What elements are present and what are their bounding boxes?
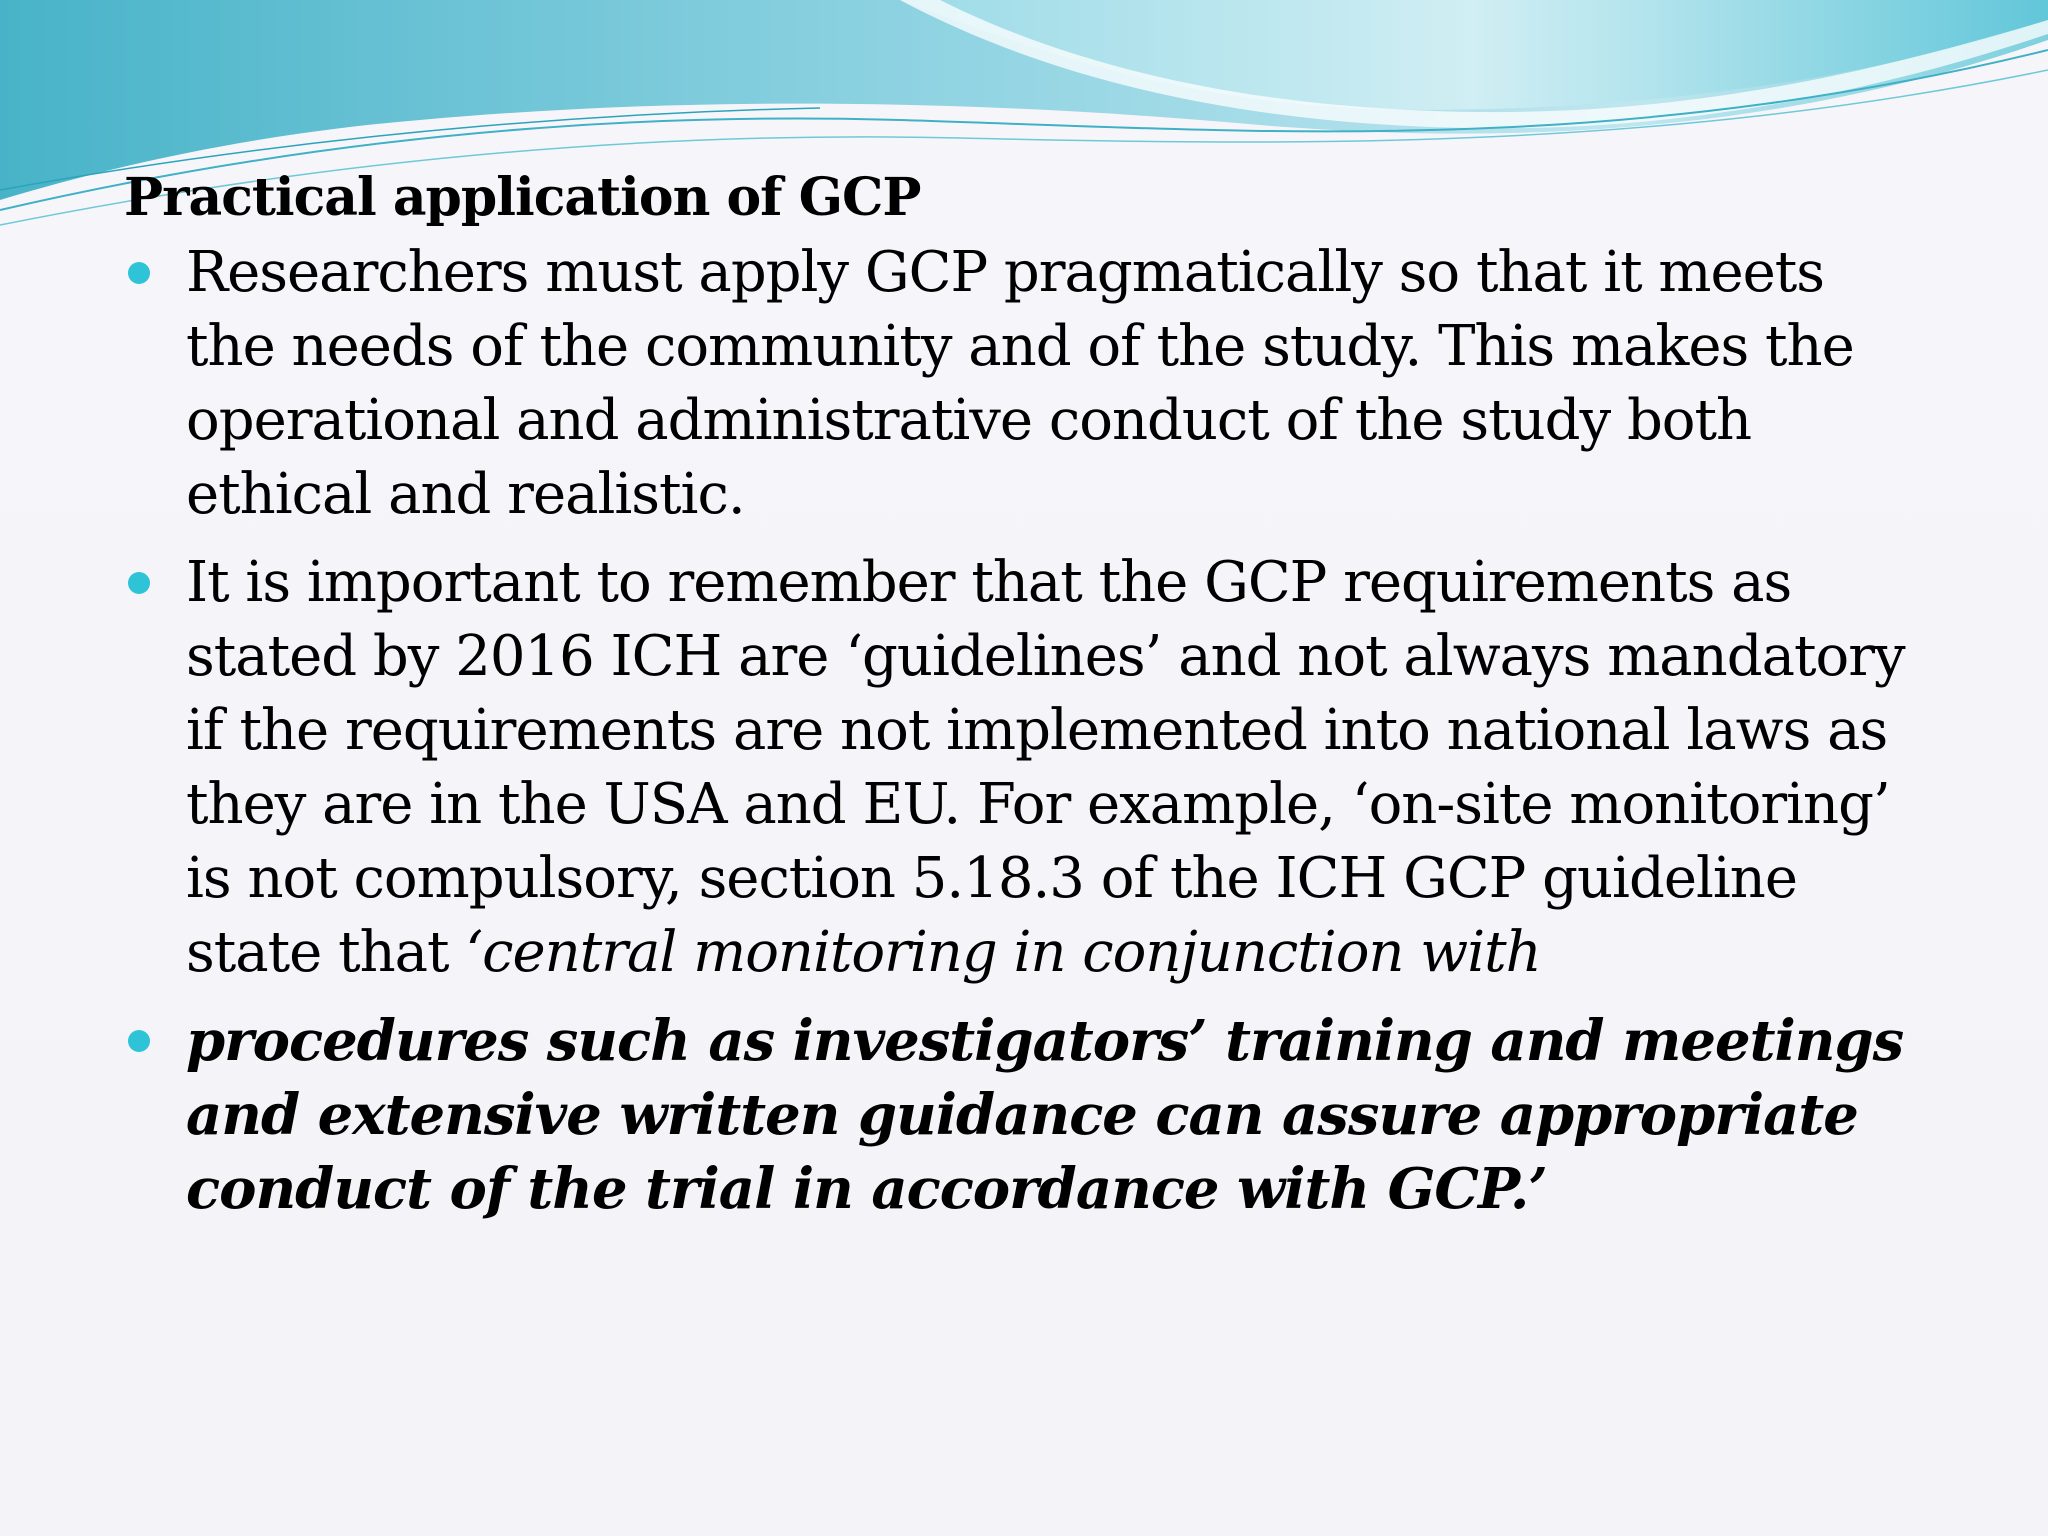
bullet-text-2-quote: ‘central monitoring in conjunction with xyxy=(465,920,1541,985)
bullet-item-3 xyxy=(124,1004,1924,1226)
bullet-text-1: Researchers must apply GCP pragmatically so that it meets the needs of the community and of the study. This makes the operational and administrative conduct of the study both ethical and realistic. xyxy=(186,240,1854,527)
slide-content xyxy=(124,160,1924,1226)
bullet-item-2 xyxy=(124,546,1924,990)
bullet-dot-icon xyxy=(128,572,150,594)
bullet-dot-icon xyxy=(128,1030,150,1052)
bullet-text-3: procedures such as investigators’ training and meetings and extensive written guidance can assure appropriate conduct of the trial in accordance with GCP.’ xyxy=(186,1008,1904,1222)
slide-title: Practical application of GCP xyxy=(124,167,921,228)
bullet-dot-icon xyxy=(128,262,150,284)
bullet-item-1 xyxy=(124,236,1924,532)
bullet-list xyxy=(124,236,1924,1226)
bullet-text-2: It is important to remember that the GCP requirements as stated by 2016 ICH are ‘guidelines’ and not always mandatory if the requirements are not implemented into national laws as they are in the USA and EU. For example, ‘on-site monitoring’ is not compulsory, section 5.18.3 of the ICH GCP guideline state that xyxy=(186,550,1905,985)
